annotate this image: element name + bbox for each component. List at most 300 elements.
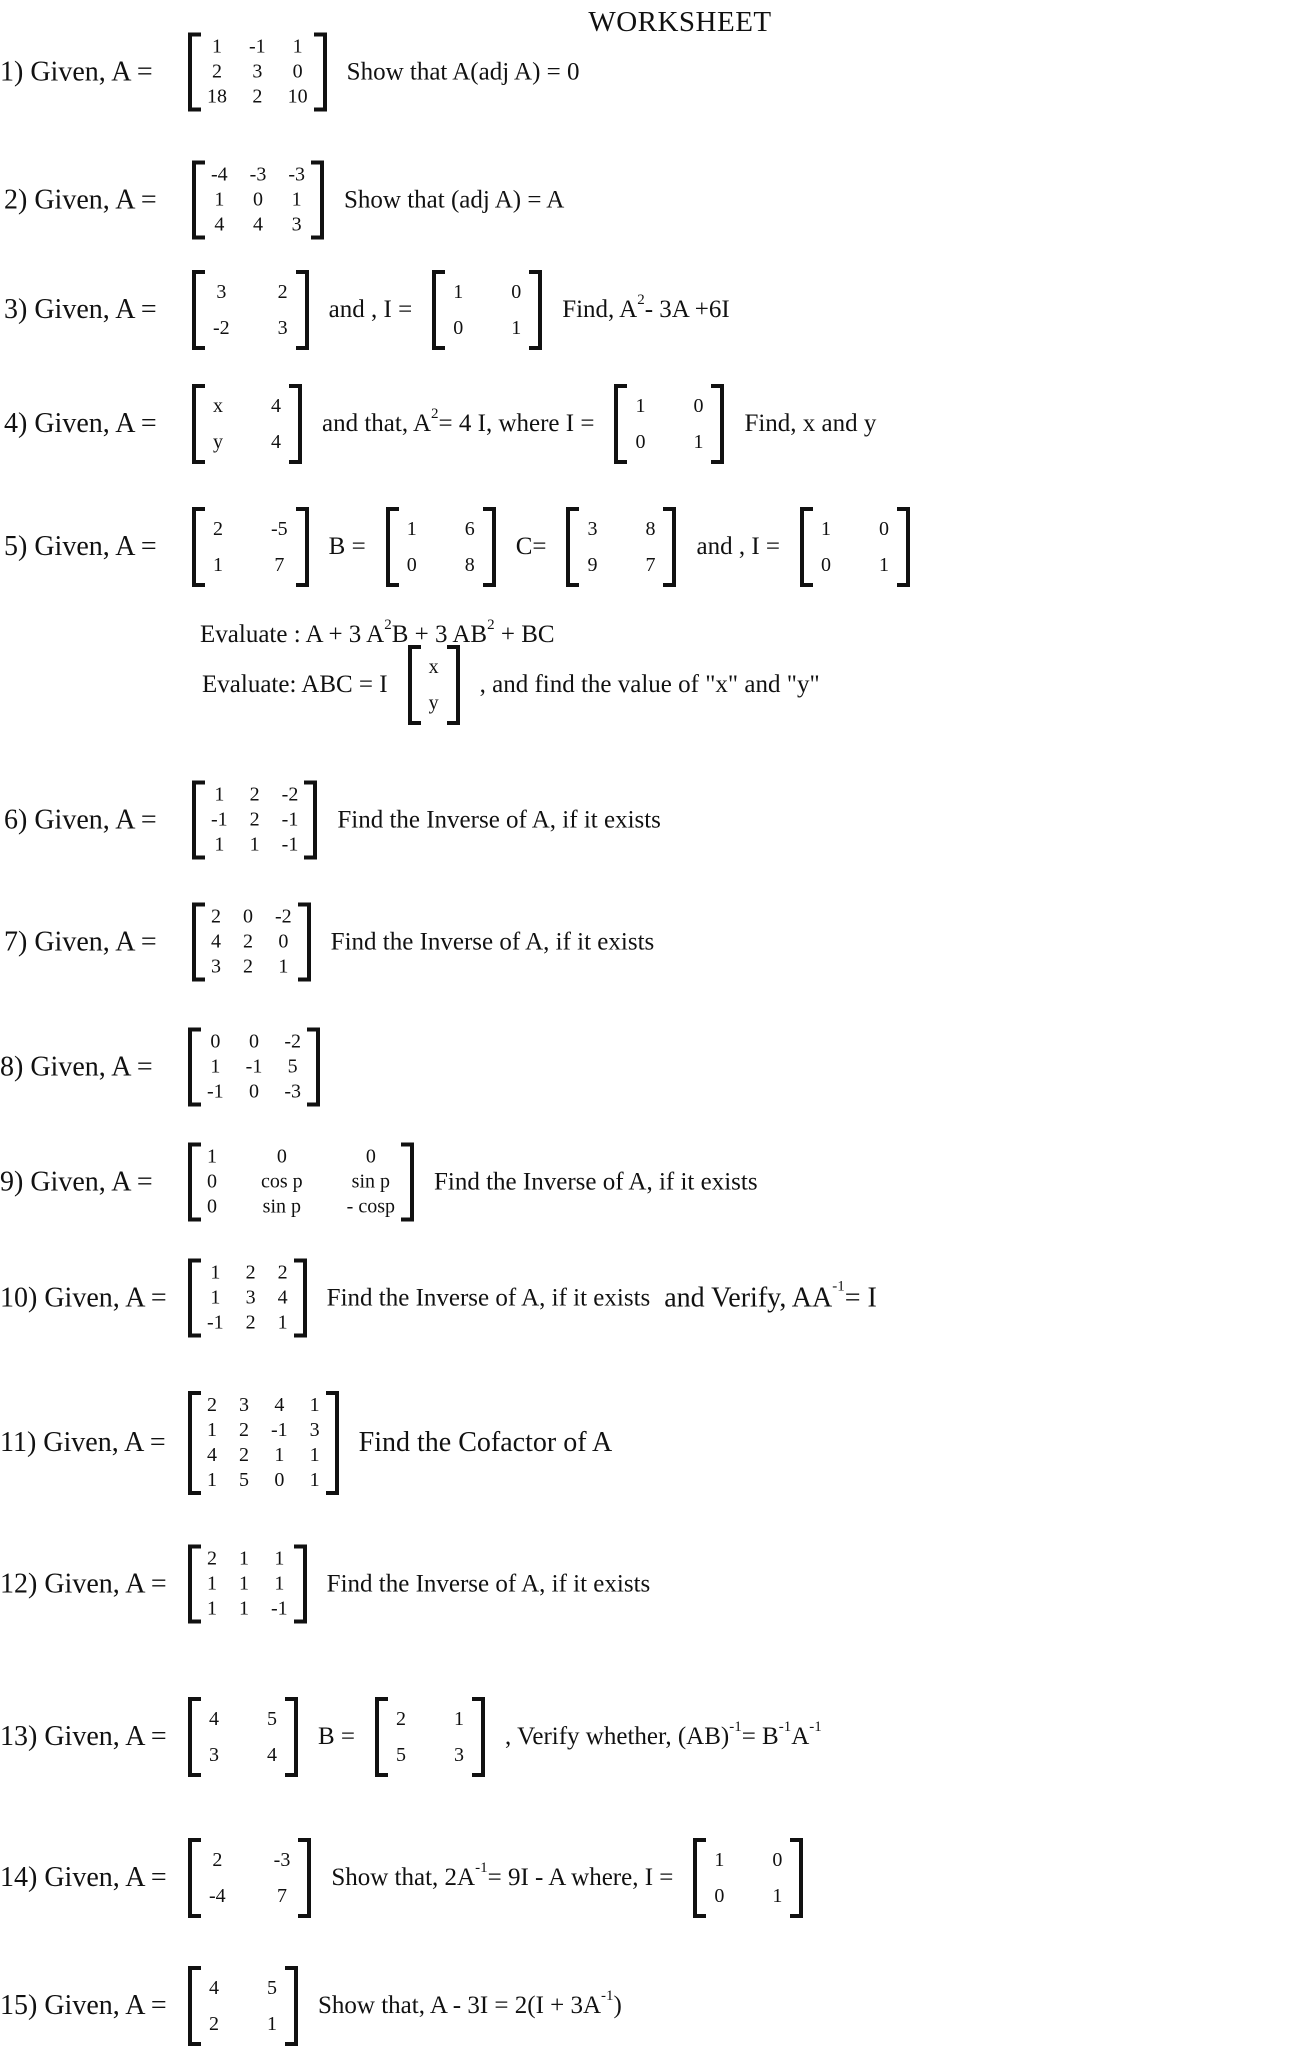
- matrix-entry: 0: [210, 1030, 221, 1053]
- matrix-entry: y: [428, 692, 439, 714]
- matrix-entry: 3: [239, 1394, 249, 1416]
- text-segment: , and find the value of "x" and "y": [479, 671, 820, 698]
- matrix-entry: 0: [292, 60, 303, 83]
- right-bracket: [326, 1391, 339, 1495]
- matrix-entry: -1: [271, 1597, 288, 1620]
- matrix-entry: 0: [278, 930, 289, 953]
- matrix-entry: -2: [284, 1030, 302, 1053]
- text-segment: Show that, 2A: [331, 1864, 476, 1891]
- matrix-entry: sin p: [351, 1170, 390, 1193]
- text-segment: Evaluate : A + 3 A: [200, 621, 385, 648]
- instruction-text: [329, 296, 413, 324]
- problem-label: 8) Given, A =: [0, 1051, 153, 1082]
- text-segment: B =: [318, 1723, 356, 1750]
- text-segment: - 3A +6I: [644, 296, 730, 323]
- matrix-entry: 1: [274, 1547, 285, 1570]
- matrix-entry: 2: [239, 1419, 249, 1441]
- matrix-entry: 5: [396, 1744, 407, 1766]
- matrix-entry: 1: [274, 1572, 285, 1595]
- matrix-entry: 2: [207, 1547, 217, 1570]
- matrix-entry: 1: [267, 2013, 277, 2035]
- matrix-entry: 4: [207, 1444, 217, 1466]
- matrix-entry: 0: [511, 281, 522, 303]
- matrix-entry: 1: [210, 1261, 221, 1284]
- instruction-text: [347, 58, 580, 86]
- matrix-entry: 1: [821, 518, 832, 540]
- instruction-text: [327, 1570, 651, 1598]
- matrix-entry: 1: [213, 554, 223, 576]
- matrix-entry: 2: [243, 930, 253, 953]
- instruction-text: [664, 1278, 877, 1314]
- matrix-cells: [201, 1143, 401, 1222]
- text-segment: Find the Inverse of A, if it exists: [337, 806, 661, 833]
- superscript: -1: [729, 1719, 742, 1735]
- matrix-entry: -1: [211, 808, 228, 831]
- matrix-entry: y: [213, 431, 223, 453]
- right-bracket: [314, 33, 327, 112]
- matrix: [192, 507, 309, 587]
- superscript: 2: [637, 292, 645, 308]
- left-bracket: [188, 1697, 201, 1777]
- matrix-entry: 1: [207, 1419, 217, 1441]
- left-bracket: [614, 384, 627, 464]
- matrix-entry: 3: [291, 213, 302, 236]
- matrix-cells: [205, 507, 296, 587]
- matrix-entry: 1: [214, 188, 225, 211]
- matrix-cells: [388, 1697, 472, 1777]
- matrix-entry: 5: [239, 1469, 249, 1491]
- matrix-entry: 0: [365, 1145, 376, 1168]
- matrix: [192, 384, 302, 464]
- problem-9: [4, 903, 654, 982]
- matrix-entry: -1: [271, 1419, 288, 1441]
- left-bracket: [566, 507, 579, 587]
- matrix-entry: 2: [212, 60, 222, 83]
- matrix-entry: 0: [276, 1145, 287, 1168]
- matrix-cells: [205, 384, 289, 464]
- matrix-cells: [579, 507, 663, 587]
- left-bracket: [188, 1545, 201, 1624]
- problem-label: 6) Given, A =: [4, 804, 157, 835]
- matrix-cells: [201, 1391, 326, 1495]
- matrix: [192, 781, 317, 860]
- matrix-entry: 0: [635, 431, 646, 453]
- problem-3: [4, 270, 730, 350]
- matrix-entry: -4: [211, 163, 228, 186]
- text-segment: Find the Inverse of A, if it exists: [326, 1570, 651, 1597]
- matrix-cells: [201, 1028, 307, 1107]
- text-segment: B + 3 AB: [391, 621, 488, 648]
- left-bracket: [188, 1028, 201, 1107]
- matrix-entry: 1: [714, 1849, 725, 1871]
- matrix-entry: 1: [278, 955, 289, 978]
- matrix-cells: [201, 1966, 285, 2046]
- problem-15: [0, 1697, 822, 1777]
- left-bracket: [188, 1259, 201, 1338]
- matrix-entry: 1: [309, 1394, 320, 1416]
- matrix-entry: -2: [275, 905, 292, 928]
- problem-17: [0, 1966, 622, 2046]
- matrix: [800, 507, 910, 587]
- superscript: -1: [778, 1719, 792, 1735]
- problem-11: [0, 1143, 758, 1222]
- problem-label: 2) Given, A =: [4, 184, 157, 215]
- matrix-entry: 4: [277, 1286, 288, 1309]
- problem-label: 13) Given, A =: [0, 1721, 167, 1752]
- matrix-entry: 2: [277, 281, 288, 303]
- matrix-entry: 0: [406, 554, 417, 576]
- text-segment: Find the Inverse of A, if it exists: [330, 928, 655, 955]
- left-bracket: [192, 781, 205, 860]
- text-segment: Show that A(adj A) = 0: [346, 58, 580, 85]
- text-segment: C=: [515, 533, 547, 560]
- matrix-cells: [205, 781, 304, 860]
- matrix-entry: 4: [271, 431, 281, 453]
- problem-12: [0, 1259, 877, 1338]
- matrix-entry: 2: [243, 955, 253, 978]
- matrix-entry: 8: [645, 518, 656, 540]
- right-bracket: [289, 384, 302, 464]
- left-bracket: [188, 1838, 201, 1918]
- matrix-entry: 1: [879, 554, 890, 576]
- instruction-text: [505, 1719, 822, 1751]
- right-bracket: [294, 1545, 307, 1624]
- matrix: [192, 903, 311, 982]
- matrix-entry: 2: [249, 808, 260, 831]
- matrix-entry: 1: [309, 1469, 320, 1491]
- right-bracket: [529, 270, 542, 350]
- matrix-entry: 4: [209, 1708, 219, 1730]
- problem-label: 1) Given, A =: [0, 56, 153, 87]
- matrix-entry: 4: [271, 395, 281, 417]
- matrix-entry: 1: [635, 395, 646, 417]
- matrix-entry: 4: [253, 213, 263, 236]
- instruction-text: [331, 1860, 674, 1892]
- matrix-cells: [813, 507, 897, 587]
- matrix-entry: 4: [274, 1394, 285, 1416]
- matrix-entry: -1: [281, 808, 299, 831]
- matrix-entry: 7: [277, 1885, 287, 1907]
- instruction-text: [434, 1168, 758, 1196]
- matrix: [188, 1143, 414, 1222]
- matrix-entry: -2: [281, 783, 299, 806]
- instruction-text: [480, 671, 820, 699]
- matrix-entry: x: [213, 395, 223, 417]
- right-bracket: [296, 270, 309, 350]
- matrix-entry: 2: [211, 905, 221, 928]
- problem-label: 9) Given, A =: [0, 1166, 153, 1197]
- problem-label: 3) Given, A =: [4, 294, 157, 325]
- left-bracket: [408, 645, 421, 725]
- left-bracket: [192, 507, 205, 587]
- left-bracket: [375, 1697, 388, 1777]
- matrix-entry: 1: [214, 833, 225, 856]
- matrix-entry: 2: [213, 518, 223, 540]
- matrix: [188, 1028, 320, 1107]
- matrix-entry: 3: [252, 60, 263, 83]
- problem-13: [0, 1391, 612, 1495]
- matrix-entry: 5: [267, 1708, 277, 1730]
- text-segment: , Verify whether, (AB): [505, 1723, 730, 1750]
- problem-1: [0, 33, 580, 112]
- matrix-entry: -3: [284, 1080, 302, 1103]
- left-bracket: [192, 161, 205, 240]
- right-bracket: [483, 507, 496, 587]
- matrix-entry: -1: [207, 1311, 224, 1334]
- matrix-entry: 1: [406, 518, 417, 540]
- matrix-cells: [205, 270, 296, 350]
- problem-label: 11) Given, A =: [0, 1427, 166, 1458]
- matrix-entry: 0: [714, 1885, 725, 1907]
- matrix-entry: 1: [249, 833, 260, 856]
- text-segment: Find, A: [562, 296, 638, 323]
- matrix-entry: 2: [277, 1261, 288, 1284]
- right-bracket: [296, 507, 309, 587]
- matrix-entry: 0: [249, 1080, 259, 1103]
- left-bracket: [192, 270, 205, 350]
- matrix-entry: x: [428, 656, 439, 678]
- matrix-entry: 1: [454, 1708, 465, 1730]
- matrix-cells: [627, 384, 711, 464]
- matrix-entry: 8: [464, 554, 475, 576]
- matrix-cells: [201, 1259, 294, 1338]
- matrix: [192, 270, 309, 350]
- right-bracket: [285, 1966, 298, 2046]
- text-segment: Show that (adj A) = A: [344, 186, 565, 213]
- matrix-entry: 1: [207, 1469, 217, 1491]
- problem-4: [4, 384, 876, 464]
- matrix-entry: 3: [277, 317, 288, 339]
- matrix-entry: cos p: [261, 1170, 303, 1193]
- matrix-entry: 5: [267, 1977, 277, 1999]
- matrix-entry: 0: [453, 317, 464, 339]
- right-bracket: [298, 903, 311, 982]
- matrix-entry: 4: [211, 930, 221, 953]
- matrix: [432, 270, 542, 350]
- matrix-cells: [445, 270, 529, 350]
- matrix-entry: - cosp: [346, 1195, 395, 1218]
- text-segment: and , I =: [328, 296, 413, 323]
- matrix-entry: 1: [772, 1885, 783, 1907]
- matrix-entry: 1: [207, 1572, 217, 1595]
- problem-7: [202, 645, 820, 725]
- matrix-cells: [201, 33, 314, 112]
- right-bracket: [304, 781, 317, 860]
- superscript: -1: [475, 1860, 488, 1876]
- matrix-entry: 2: [207, 1394, 217, 1416]
- matrix-entry: 1: [292, 35, 303, 58]
- text-segment: A: [791, 1723, 810, 1750]
- text-segment: B =: [328, 533, 366, 560]
- matrix: [188, 1259, 307, 1338]
- right-bracket: [311, 161, 324, 240]
- right-bracket: [663, 507, 676, 587]
- matrix-entry: -1: [281, 833, 299, 856]
- matrix-entry: -1: [207, 1080, 224, 1103]
- matrix-entry: 1: [210, 1286, 221, 1309]
- problem-16: [0, 1838, 809, 1918]
- matrix-entry: 1: [214, 783, 225, 806]
- matrix-cells: [205, 903, 298, 982]
- matrix-cells: [205, 161, 311, 240]
- left-bracket: [386, 507, 399, 587]
- text-segment: ): [613, 1992, 622, 2019]
- matrix: [693, 1838, 803, 1918]
- matrix-entry: 1: [693, 431, 704, 453]
- matrix-entry: 1: [511, 317, 522, 339]
- matrix-entry: 2: [396, 1708, 407, 1730]
- text-segment: = B: [741, 1723, 779, 1750]
- text-segment: Find the Cofactor of A: [358, 1427, 613, 1458]
- text-segment: and Verify, AA: [664, 1282, 833, 1313]
- matrix-cells: [201, 1697, 285, 1777]
- matrix-entry: 6: [464, 518, 475, 540]
- instruction-text: [318, 1988, 622, 2020]
- matrix-entry: -1: [249, 35, 266, 58]
- matrix-cells: [706, 1838, 790, 1918]
- matrix-entry: 1: [207, 1145, 217, 1168]
- problem-10: [0, 1028, 326, 1107]
- problem-2: [4, 161, 564, 240]
- matrix-entry: 0: [207, 1195, 217, 1218]
- matrix-entry: -3: [249, 163, 267, 186]
- problem-8: [4, 781, 661, 860]
- right-bracket: [790, 1838, 803, 1918]
- matrix-entry: 4: [209, 1977, 219, 1999]
- matrix-entry: 4: [214, 213, 225, 236]
- matrix: [408, 645, 460, 725]
- matrix-entry: 9: [587, 554, 598, 576]
- matrix-entry: 1: [291, 188, 302, 211]
- problem-label: 14) Given, A =: [0, 1862, 167, 1893]
- instruction-text: [344, 186, 564, 214]
- text-segment: Evaluate: ABC = I: [202, 671, 388, 698]
- instruction-text: [696, 533, 780, 561]
- matrix-entry: 0: [243, 905, 253, 928]
- matrix: [192, 161, 324, 240]
- matrix: [614, 384, 724, 464]
- matrix-entry: 3: [245, 1286, 256, 1309]
- instruction-text: [337, 806, 661, 834]
- matrix-entry: 3: [211, 955, 221, 978]
- matrix-entry: 1: [207, 1597, 217, 1620]
- matrix-entry: 1: [277, 1311, 288, 1334]
- matrix-entry: 2: [212, 1849, 223, 1871]
- text-segment: and , I =: [696, 533, 781, 560]
- matrix-cells: [201, 1545, 294, 1624]
- matrix: [375, 1697, 485, 1777]
- matrix-entry: 2: [209, 2013, 219, 2035]
- right-bracket: [401, 1143, 414, 1222]
- matrix-entry: 0: [693, 395, 704, 417]
- matrix-entry: 3: [309, 1419, 320, 1441]
- instruction-text: [329, 533, 366, 561]
- problem-label: 4) Given, A =: [4, 408, 157, 439]
- matrix-entry: 1: [239, 1572, 249, 1595]
- left-bracket: [693, 1838, 706, 1918]
- matrix: [188, 1391, 339, 1495]
- matrix-entry: 3: [454, 1744, 465, 1766]
- matrix-entry: -5: [271, 518, 288, 540]
- matrix-entry: -3: [288, 163, 306, 186]
- left-bracket: [800, 507, 813, 587]
- matrix-cells: [421, 645, 447, 725]
- matrix: [188, 1966, 298, 2046]
- left-bracket: [188, 1143, 201, 1222]
- problem-label: 5) Given, A =: [4, 531, 157, 562]
- matrix-entry: 10: [287, 85, 308, 108]
- right-bracket: [294, 1259, 307, 1338]
- text-segment: + BC: [494, 621, 555, 648]
- left-bracket: [188, 1391, 201, 1495]
- matrix: [188, 33, 327, 112]
- right-bracket: [298, 1838, 311, 1918]
- matrix-entry: 1: [210, 1055, 221, 1078]
- right-bracket: [447, 645, 460, 725]
- instruction-text: [202, 671, 388, 699]
- text-segment: = 9I - A where, I =: [487, 1864, 674, 1891]
- matrix-entry: 0: [772, 1849, 783, 1871]
- matrix-entry: 1: [274, 1444, 285, 1466]
- matrix: [188, 1838, 311, 1918]
- worksheet-title: WORKSHEET: [588, 6, 772, 38]
- matrix-entry: 4: [267, 1744, 277, 1766]
- instruction-text: [562, 292, 730, 324]
- problem-label: 15) Given, A =: [0, 1990, 167, 2021]
- matrix-entry: 0: [207, 1170, 217, 1193]
- matrix-entry: 1: [239, 1547, 249, 1570]
- matrix-entry: 2: [239, 1444, 249, 1466]
- matrix-entry: 0: [879, 518, 890, 540]
- problem-label: 12) Given, A =: [0, 1568, 167, 1599]
- left-bracket: [188, 33, 201, 112]
- instruction-text: [331, 928, 655, 956]
- left-bracket: [192, 384, 205, 464]
- matrix-entry: 3: [209, 1744, 219, 1766]
- matrix-entry: 2: [245, 1261, 256, 1284]
- matrix-entry: 0: [253, 188, 263, 211]
- left-bracket: [188, 1966, 201, 2046]
- problem-label: 10) Given, A =: [0, 1282, 167, 1313]
- right-bracket: [285, 1697, 298, 1777]
- matrix-entry: 2: [249, 783, 260, 806]
- right-bracket: [307, 1028, 320, 1107]
- matrix-entry: 1: [453, 281, 464, 303]
- matrix-entry: -3: [273, 1849, 291, 1871]
- instruction-text: [318, 1723, 355, 1751]
- right-bracket: [897, 507, 910, 587]
- matrix-entry: 18: [207, 85, 227, 108]
- matrix-entry: 1: [212, 35, 222, 58]
- matrix-entry: -2: [213, 317, 230, 339]
- matrix-entry: 0: [249, 1030, 259, 1053]
- left-bracket: [192, 903, 205, 982]
- matrix-entry: 2: [245, 1311, 256, 1334]
- matrix-entry: -4: [209, 1885, 226, 1907]
- matrix-entry: 1: [239, 1597, 249, 1620]
- matrix-entry: 7: [645, 554, 656, 576]
- problem-label: 7) Given, A =: [4, 926, 157, 957]
- matrix: [386, 507, 496, 587]
- superscript: -1: [809, 1719, 822, 1735]
- text-segment: and that, A: [322, 410, 432, 437]
- problem-14: [0, 1545, 650, 1624]
- matrix-entry: 3: [216, 281, 227, 303]
- instruction-text: [744, 410, 876, 438]
- matrix-entry: 3: [587, 518, 598, 540]
- left-bracket: [432, 270, 445, 350]
- matrix-cells: [399, 507, 483, 587]
